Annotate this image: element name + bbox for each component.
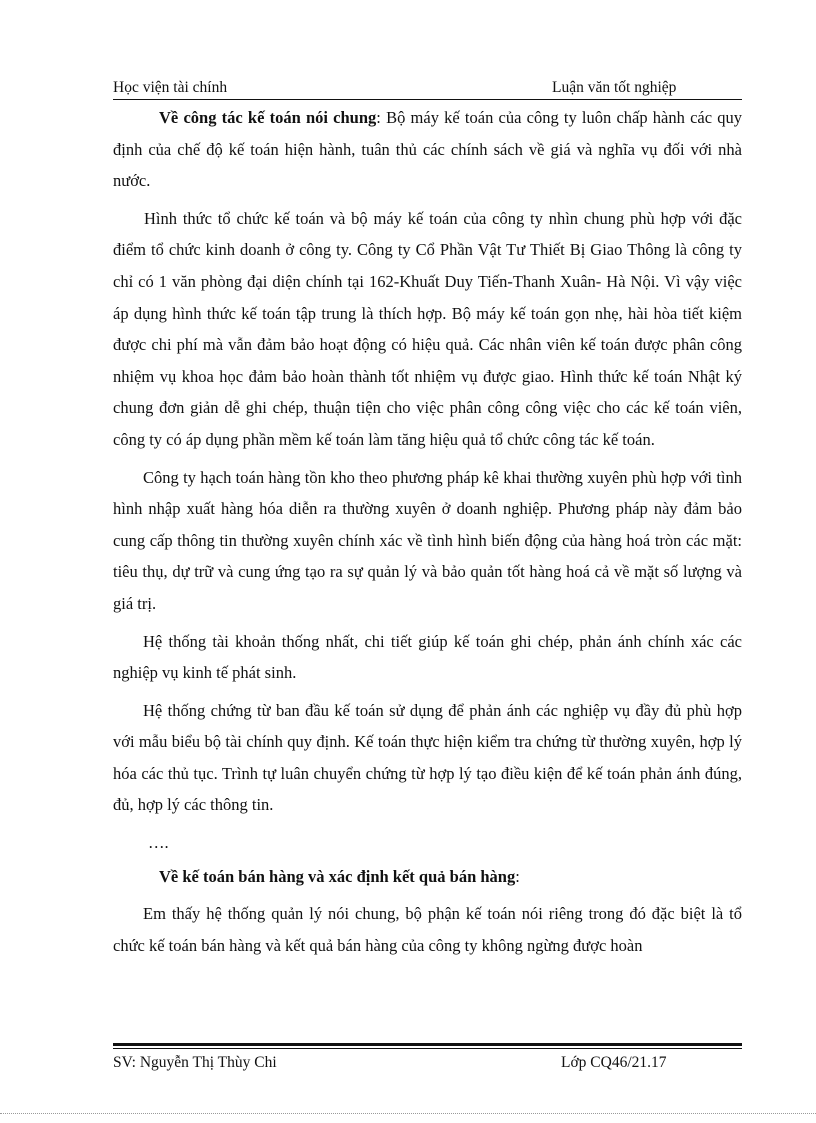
footer-rule-thin: [113, 1048, 742, 1049]
paragraph-inventory: Công ty hạch toán hàng tồn kho theo phương pháp kê khai thường xuyên phù hợp với tình hình nhập xuất hàng hóa diễn ra thường xuyên ở doanh nghiệp. Phương pháp này đảm bảo cung cấp thông tin thường xuyên chính xác về tình hình biến động của hàng hoá tròn các mặt: tiêu thụ, dự trữ và cung ứng tạo ra sự quản lý và bảo quản tốt hàng hoá cả về mặt số lượng và giá trị.: [113, 467, 742, 613]
header-institution: Học viện tài chính: [113, 79, 228, 96]
paragraph-heading: Về công tác kế toán nói chung: [159, 108, 377, 127]
paragraph-general-accounting: [113, 102, 742, 197]
page-edge-divider: [0, 1113, 816, 1114]
paragraph-text: : Bộ máy kế toán của công ty luôn chấp hành các quy định của chế độ kế toán hiện hành, tuân thủ các chính sách về giá và nghĩa vụ đối với nhà nước.: [113, 108, 743, 191]
footer-student-name: SV: Nguyễn Thị Thùy Chi: [113, 1054, 277, 1071]
footer-class-code: Lớp CQ46/21.17: [561, 1054, 667, 1071]
heading-colon: :: [515, 866, 520, 886]
paragraph-account-system: Hệ thống tài khoản thống nhất, chi tiết giúp kế toán ghi chép, phản ánh chính xác các nghiệp vụ kinh tế phát sinh.: [113, 631, 742, 683]
paragraph-sales-accounting-heading: [113, 861, 742, 893]
footer-rule-thick: [113, 1043, 742, 1046]
document-body: [113, 102, 742, 967]
paragraph-sales-assessment: Em thấy hệ thống quản lý nói chung, bộ phận kế toán nói riêng trong đó đặc biệt là tổ chức kế toán bán hàng và kết quả bán hàng của công ty không ngừng được hoàn: [113, 904, 742, 955]
paragraph-accounting-form: Hình thức tổ chức kế toán và bộ máy kế toán của công ty nhìn chung phù hợp với đặc điểm tổ chức kinh doanh ở công ty. Công ty Cổ Phần Vật Tư Thiết Bị Giao Thông là công ty chỉ có 1 văn phòng đại diện chính tại 162-Khuất Duy Tiến-Thanh Xuân- Hà Nội. Vì vậy việc áp dụng hình thức kế toán tập trung là thích hợp. Bộ máy kế toán gọn nhẹ, hài hòa tiết kiệm được chi phí mà vẫn đảm bảo hoạt động có hiệu quả. Các nhân viên kế toán được phân công nhiệm vụ khoa học đảm bảo hoàn thành tốt nhiệm vụ được giao. Hình thức kế toán Nhật ký chung đơn giản dễ ghi chép, thuận tiện cho việc phân công công việc cho các kế toán viên, công ty có áp dụng phần mềm kế toán làm tăng hiệu quả tổ chức công tác kế toán.: [113, 208, 742, 449]
section-heading: Về kế toán bán hàng và xác định kết quả bán hàng: [159, 866, 516, 886]
paragraph-voucher-system: Hệ thống chứng từ ban đầu kế toán sử dụng để phản ánh các nghiệp vụ đầy đủ phù hợp với mẫu biểu bộ tài chính quy định. Kế toán thực hiện kiểm tra chứng từ thường xuyên, hợp lý hóa các thủ tục. Trình tự luân chuyển chứng từ hợp lý tạo điều kiện để kế toán phản ánh đúng, đủ, hợp lý các thông tin.: [113, 700, 742, 815]
header-document-type: Luận văn tốt nghiệp: [552, 79, 677, 96]
header-rule: [113, 99, 742, 100]
paragraph-ellipsis: ….: [148, 833, 169, 853]
